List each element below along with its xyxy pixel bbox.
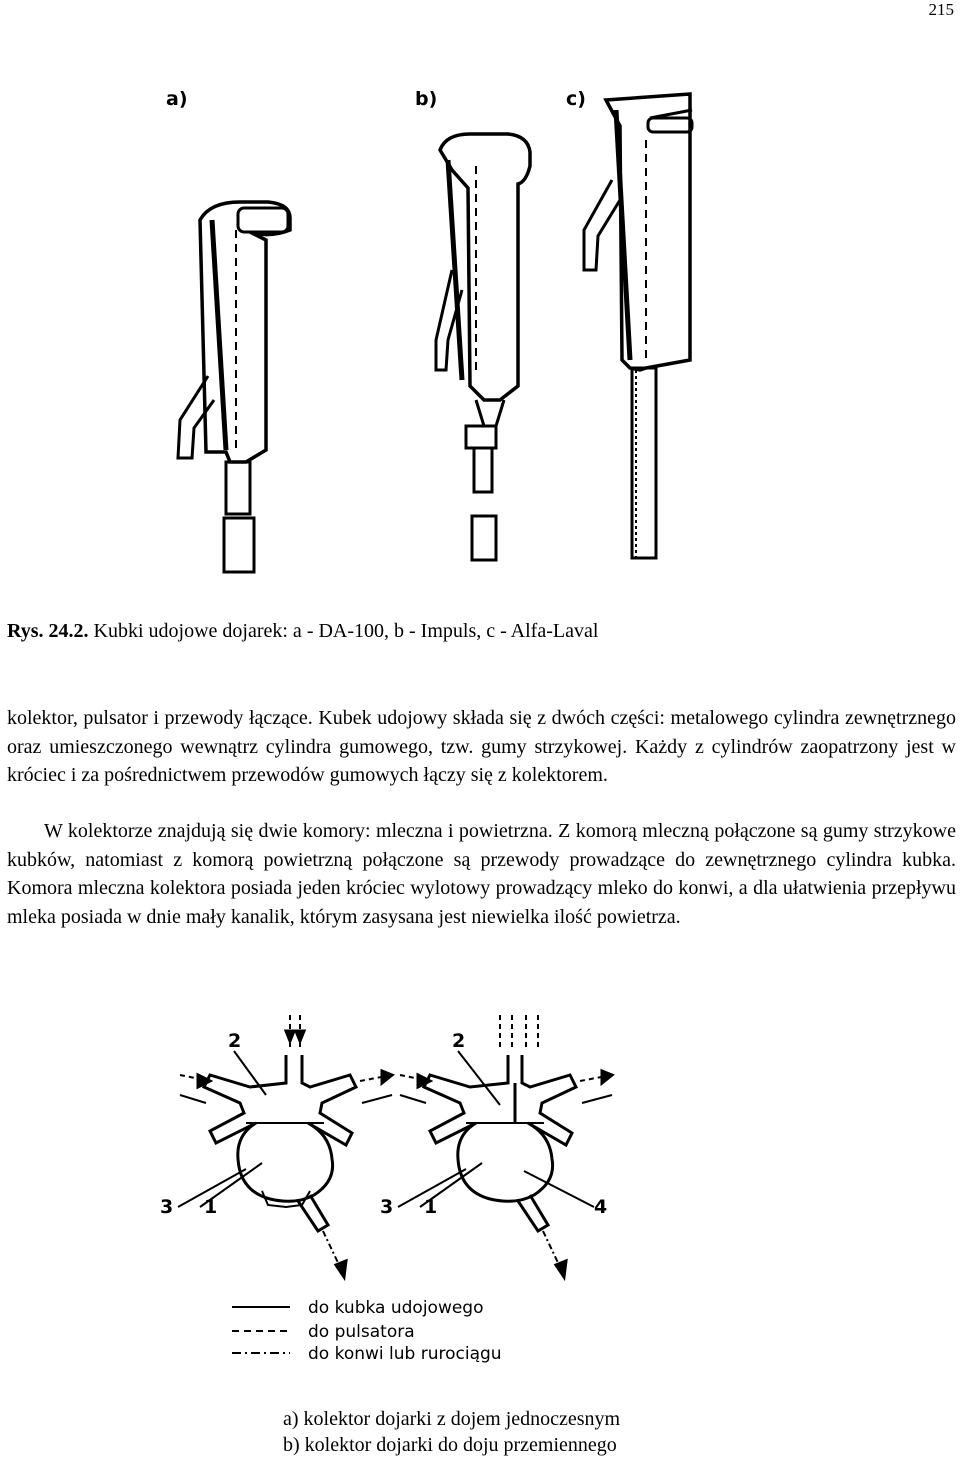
teat-cup-a: [178, 202, 290, 572]
collector-b: [398, 1015, 612, 1277]
line-legend: [232, 1298, 502, 1364]
figure-label-c: c): [566, 88, 586, 110]
teat-cup-c: [584, 94, 692, 558]
paragraph-2: [7, 817, 956, 931]
legend-item-cup: do kubka udojowego: [308, 1298, 484, 1318]
collector-a-label-1: 1: [204, 1196, 218, 1218]
figure-label-a: a): [166, 88, 188, 110]
collector-b-label-3: 3: [380, 1196, 394, 1218]
figure-label-b: b): [415, 88, 438, 110]
page-number: 215: [928, 0, 954, 19]
collector-a: [178, 1015, 392, 1277]
figure-caption: [7, 620, 598, 643]
collector-figure: [0, 995, 960, 1375]
collector-b-label-4: 4: [594, 1196, 608, 1218]
paragraph-2-text: W kolektorze znajdują się dwie komory: mleczna i powietrzna. Z komorą mleczną połączone są gumy strzykowe kubków, natomiast z komorą powietrzną połączone są przewody prowadzące do zewnętrznego cylindra kubka. Komora mleczna kolektora posiada jeden króciec wylotowy prowadzący mleko do konwi, a dla ułatwienia przepływu mleka posiada w dnie mały kanalik, którym zasysana jest niewielka ilość powietrza.: [7, 820, 956, 928]
figure-caption-text: Kubki udojowe dojarek: a - DA-100, b - Impuls, c - Alfa-Laval: [88, 620, 599, 642]
collector-a-label-2: 2: [228, 1030, 242, 1052]
bottom-caption-a: a) kolektor dojarki z dojem jednoczesnym: [283, 1408, 621, 1430]
paragraph-1: kolektor, pulsator i przewody łączące. Kubek udojowy składa się z dwóch części: metalowego cylindra zewnętrznego oraz umieszczonego wewnątrz cylindra gumowego, tzw. gumy strzykowej. Każdy z cylindrów zaopatrzony jest w króciec i za pośrednictwem przewodów gumowych łączy się z kolektorem.: [7, 707, 956, 786]
legend-item-pulsator: do pulsatora: [308, 1322, 415, 1342]
collector-b-label-2: 2: [452, 1030, 466, 1052]
collector-b-label-1: 1: [424, 1196, 438, 1218]
teat-cup-b: [436, 134, 530, 560]
bottom-caption-b: b) kolektor dojarki do doju przemiennego: [283, 1434, 617, 1456]
teat-cups-figure: [0, 70, 960, 590]
figure-caption-prefix: Rys. 24.2.: [7, 620, 89, 642]
collector-a-label-3: 3: [160, 1196, 174, 1218]
legend-item-can: do konwi lub rurociągu: [308, 1344, 502, 1364]
